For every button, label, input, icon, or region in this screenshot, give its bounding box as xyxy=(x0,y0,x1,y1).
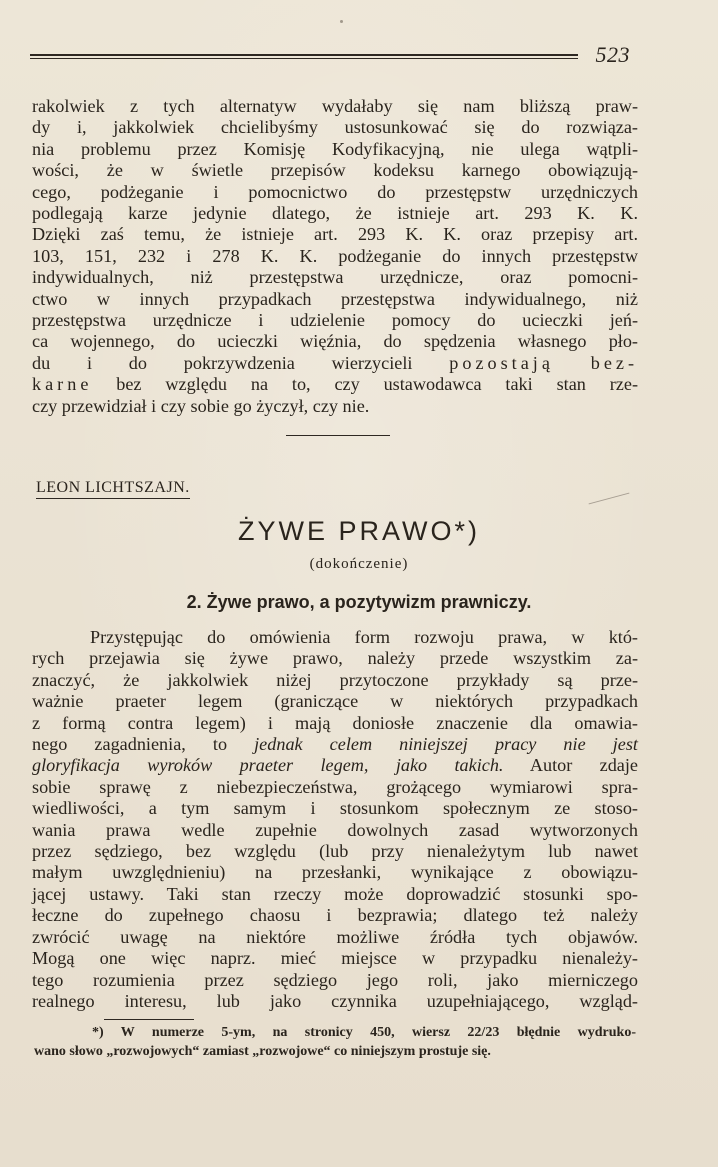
text-line: Mogą one więc naprz. mieć miejsce w przypadku nienależy- xyxy=(32,948,638,969)
text-line: jącej ustawy. Taki stan rzeczy może doprowadzić stosunki spo- xyxy=(32,883,638,904)
text-line: czy przewidział i czy sobie go życzył, czy nie. xyxy=(32,395,370,416)
text-line: Dzięki zaś temu, że istnieje art. 293 K. K. oraz przepisy art. xyxy=(32,224,638,245)
text-line xyxy=(32,353,638,374)
text-line xyxy=(32,374,638,395)
pencil-mark xyxy=(589,493,630,505)
text-line: z formą contra legem) i mają doniosłe znaczenie dla omawia- xyxy=(32,712,638,733)
text-line: rych przejawia się żywe prawo, należy przede wszystkim za- xyxy=(32,648,638,669)
paragraph-continuation xyxy=(32,96,638,417)
spaced-emphasis: karne xyxy=(32,374,93,395)
text-line: dy i, jakkolwiek chcielibyśmy ustosunkować się do rozwiąza- xyxy=(32,117,638,138)
text-line: Przystępując do omówienia form rozwoju prawa, w któ- xyxy=(90,627,638,647)
text-line: przestępstwa urzędnicze i udzielenie pomocy do ucieczki jeń- xyxy=(32,310,638,331)
text-line: cego, podżeganie i pomocnictwo do przestępstw urzędniczych xyxy=(32,181,638,202)
text-line: wania prawa wedle zupełnie dowolnych zasad wytworzonych xyxy=(32,819,638,840)
text-line: ważnie praeter legem (graniczące w niektórych przypadkach xyxy=(32,691,638,712)
text-fragment: Autor zdaje xyxy=(529,755,638,776)
text-fragment: nego zagadnienia, to xyxy=(32,734,228,755)
text-line: wości, że w świetle przepisów kodeksu karnego obowiązują- xyxy=(32,160,638,181)
author-name: LEON LICHTSZAJN. xyxy=(36,479,190,499)
text-line xyxy=(32,734,638,755)
text-line: 103, 151, 232 i 278 K. K. podżeganie do innych przestępstw xyxy=(32,245,638,266)
footnote-line: wano słowo „rozwojowych“ zamiast „rozwojowe“ co niniejszym prostuje się. xyxy=(34,1044,491,1059)
text-line: realnego interesu, lub jako czynnika uzupełniającego, wzgląd- xyxy=(32,990,638,1011)
text-line: nia problemu przez Komisję Kodyfikacyjną, nie ulega wątpli- xyxy=(32,138,638,159)
paper-speck xyxy=(340,20,343,23)
spaced-emphasis: pozostają xyxy=(449,352,554,373)
text-line: wiedliwości, a tym samym i stosunkom społecznym ze stoso- xyxy=(32,798,638,819)
article-title: ŻYWE PRAWO*) xyxy=(238,516,480,546)
paragraph-main xyxy=(32,627,638,1012)
footnote xyxy=(34,1023,636,1061)
text-line: sobie sprawę z niebezpieczeństwa, grożącego wymiarowi spra- xyxy=(32,776,638,797)
italic-emphasis: jednak celem niniejszej pracy nie jest xyxy=(254,734,638,755)
article-subtitle: (dokończenie) xyxy=(309,556,409,572)
text-line: indywidualnych, niż przestępstwa urzędnicze, oraz pomocni- xyxy=(32,267,638,288)
footnote-line: *) W numerze 5-ym, na stronicy 450, wiersz 22/23 błędnie wydruko- xyxy=(92,1025,636,1040)
footnote-rule xyxy=(104,1019,194,1020)
text-fragment: du i do pokrzywdzenia wierzycieli xyxy=(32,352,413,373)
text-line: przez sędziego, bez względu (lub przy nienależytym lub nawet xyxy=(32,841,638,862)
italic-emphasis: gloryfikacja wyroków praeter legem, jako takich. xyxy=(32,755,504,776)
header-rule xyxy=(30,54,578,59)
section-separator xyxy=(286,435,390,436)
text-line: ca wojennego, do ucieczki więźnia, do spędzenia własnego pło- xyxy=(32,331,638,352)
text-line: ctwo w innych przypadkach przestępstwa indywidualnego, niż xyxy=(32,288,638,309)
spaced-emphasis: bez- xyxy=(590,352,639,373)
text-line: rakolwiek z tych alternatyw wydałaby się nam bliższą praw- xyxy=(32,96,638,116)
text-fragment: bez względu na to, czy ustawodawca taki stan rze- xyxy=(116,374,639,395)
text-line: podlegają karze jedynie dlatego, że istnieje art. 293 K. K. xyxy=(32,203,638,224)
text-line: zwrócić uwagę na niektóre możliwe źródła tych objawów. xyxy=(32,926,638,947)
page-number: 523 xyxy=(595,42,630,67)
page-header xyxy=(30,42,640,66)
text-line: łeczne do zupełnego chaosu i bezprawia; dlatego też należy xyxy=(32,905,638,926)
text-line: tego rozumienia przez sędziego jego roli, jako mierniczego xyxy=(32,969,638,990)
text-line: małym uwzględnieniu) na przesłanki, wynikające z obowiązu- xyxy=(32,862,638,883)
section-heading: 2. Żywe prawo, a pozytywizm prawniczy. xyxy=(186,592,532,612)
text-line xyxy=(32,755,638,776)
text-line: znaczyć, że jakkolwiek niżej przytoczone przykłady są prze- xyxy=(32,669,638,690)
